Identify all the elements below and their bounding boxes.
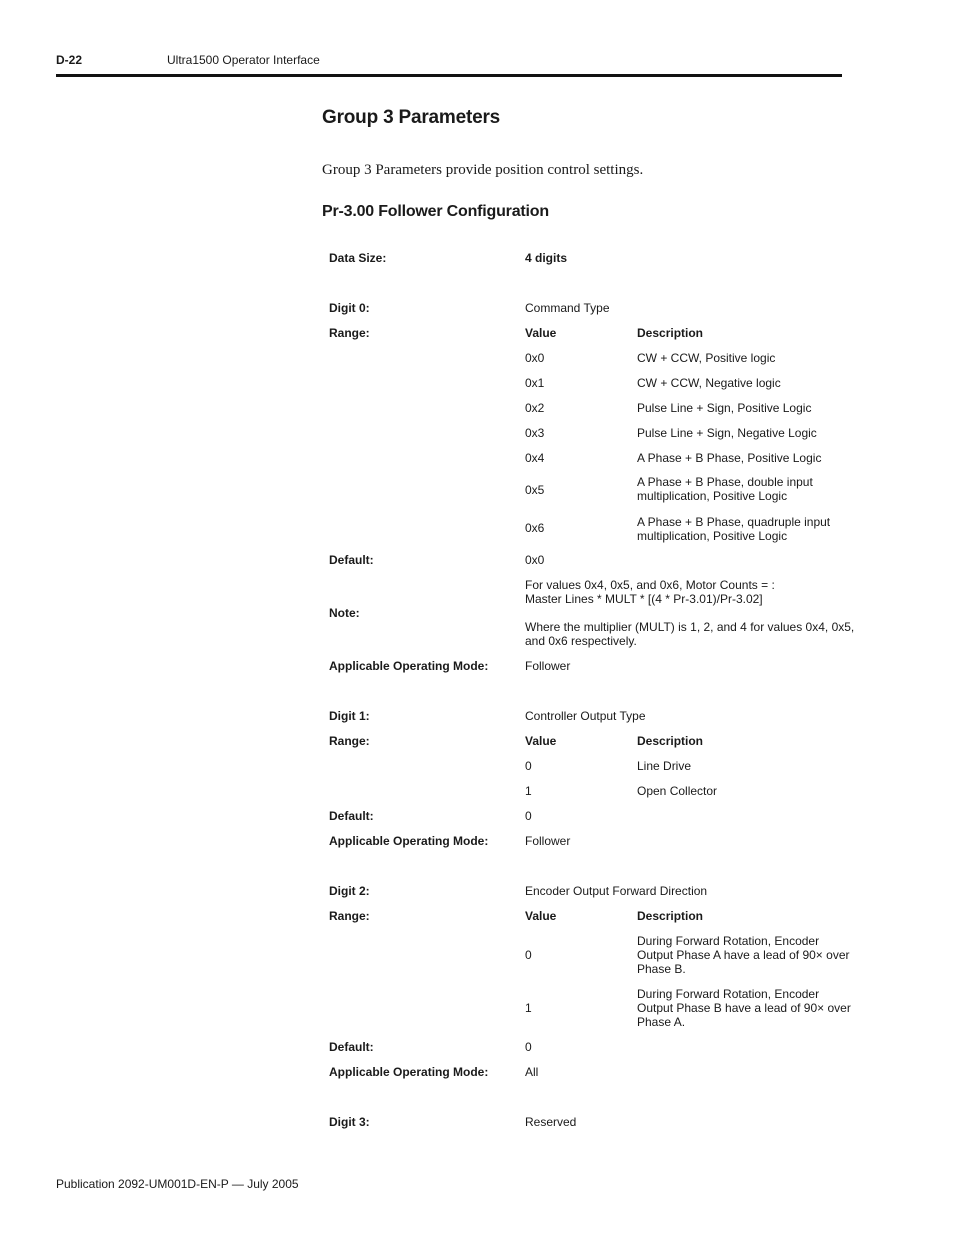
digit2-mode-value: All xyxy=(525,1065,539,1079)
digit0-note-line: Master Lines * MULT * [(4 * Pr-3.01)/Pr-3.02] xyxy=(525,592,763,606)
digit2-row-description-line: Phase B. xyxy=(637,962,686,976)
digit0-description-header: Description xyxy=(637,326,704,340)
publication-footer: Publication 2092-UM001D-EN-P — July 2005 xyxy=(56,1177,299,1191)
digit0-note-label: Note: xyxy=(329,606,360,620)
digit2-mode-label: Applicable Operating Mode: xyxy=(329,1065,489,1079)
digit2-default-label: Default: xyxy=(329,1040,374,1054)
digit0-row-value: 0x2 xyxy=(525,401,545,415)
digit0-row-description-line: A Phase + B Phase, double input xyxy=(637,475,813,489)
digit1-row-value: 0 xyxy=(525,759,532,773)
digit1-mode-value: Follower xyxy=(525,834,571,848)
running-header-title: Ultra1500 Operator Interface xyxy=(167,53,320,67)
digit2-row-description-line: Phase A. xyxy=(637,1015,686,1029)
digit0-default-label: Default: xyxy=(329,553,374,567)
digit0-mode-value: Follower xyxy=(525,659,571,673)
digit2-row-description-line: Output Phase B have a lead of 90× over xyxy=(637,1001,851,1015)
header-rule xyxy=(56,74,842,77)
digit0-default-value: 0x0 xyxy=(525,553,545,567)
digit2-label: Digit 2: xyxy=(329,884,370,898)
data-size-label: Data Size: xyxy=(329,251,387,265)
digit0-row-value: 0x6 xyxy=(525,521,545,535)
digit0-mode-label: Applicable Operating Mode: xyxy=(329,659,489,673)
digit0-note-line: Where the multiplier (MULT) is 1, 2, and 4 for values 0x4, 0x5, xyxy=(525,620,855,634)
digit2-name: Encoder Output Forward Direction xyxy=(525,884,708,898)
digit1-default-label: Default: xyxy=(329,809,374,823)
digit1-value-header: Value xyxy=(525,734,557,748)
digit0-row-value: 0x0 xyxy=(525,351,545,365)
digit1-row-description: Open Collector xyxy=(637,784,718,798)
digit1-name: Controller Output Type xyxy=(525,709,646,723)
digit0-value-header: Value xyxy=(525,326,557,340)
data-size-value: 4 digits xyxy=(525,251,568,265)
digit0-row-value: 0x3 xyxy=(525,426,545,440)
digit0-row-description: A Phase + B Phase, Positive Logic xyxy=(637,451,822,465)
digit0-note-line: and 0x6 respectively. xyxy=(525,634,637,648)
digit2-row-description-line: Output Phase A have a lead of 90× over xyxy=(637,948,850,962)
digit1-range-label: Range: xyxy=(329,734,370,748)
digit1-row-description: Line Drive xyxy=(637,759,692,773)
digit0-row-description-line: A Phase + B Phase, quadruple input xyxy=(637,515,831,529)
digit3-name: Reserved xyxy=(525,1115,577,1129)
digit0-row-description-line: multiplication, Positive Logic xyxy=(637,529,788,543)
digit1-row-value: 1 xyxy=(525,784,532,798)
digit0-range-label: Range: xyxy=(329,326,370,340)
section-intro: Group 3 Parameters provide position control settings. xyxy=(322,162,644,178)
digit0-label: Digit 0: xyxy=(329,301,370,315)
digit0-name: Command Type xyxy=(525,301,610,315)
digit0-row-description: Pulse Line + Sign, Negative Logic xyxy=(637,426,817,440)
digit3-label: Digit 3: xyxy=(329,1115,370,1129)
digit0-row-description: CW + CCW, Negative logic xyxy=(637,376,781,390)
digit0-row-value: 0x5 xyxy=(525,483,545,497)
digit1-default-value: 0 xyxy=(525,809,532,823)
digit0-row-value: 0x4 xyxy=(525,451,545,465)
page-number: D-22 xyxy=(56,53,83,67)
digit2-range-label: Range: xyxy=(329,909,370,923)
digit2-row-value: 1 xyxy=(525,1001,532,1015)
digit2-row-value: 0 xyxy=(525,948,532,962)
section-title: Group 3 Parameters xyxy=(322,107,501,128)
digit0-row-value: 0x1 xyxy=(525,376,545,390)
digit2-description-header: Description xyxy=(637,909,704,923)
digit1-label: Digit 1: xyxy=(329,709,370,723)
digit0-note-line: For values 0x4, 0x5, and 0x6, Motor Counts = : xyxy=(525,578,775,592)
digit0-row-description: CW + CCW, Positive logic xyxy=(637,351,776,365)
parameter-title: Pr-3.00 Follower Configuration xyxy=(322,203,549,220)
digit2-value-header: Value xyxy=(525,909,557,923)
digit0-row-description: Pulse Line + Sign, Positive Logic xyxy=(637,401,812,415)
digit1-mode-label: Applicable Operating Mode: xyxy=(329,834,489,848)
digit2-default-value: 0 xyxy=(525,1040,532,1054)
digit0-row-description-line: multiplication, Positive Logic xyxy=(637,489,788,503)
digit1-description-header: Description xyxy=(637,734,704,748)
digit2-row-description-line: During Forward Rotation, Encoder xyxy=(637,987,820,1001)
digit2-row-description-line: During Forward Rotation, Encoder xyxy=(637,934,820,948)
